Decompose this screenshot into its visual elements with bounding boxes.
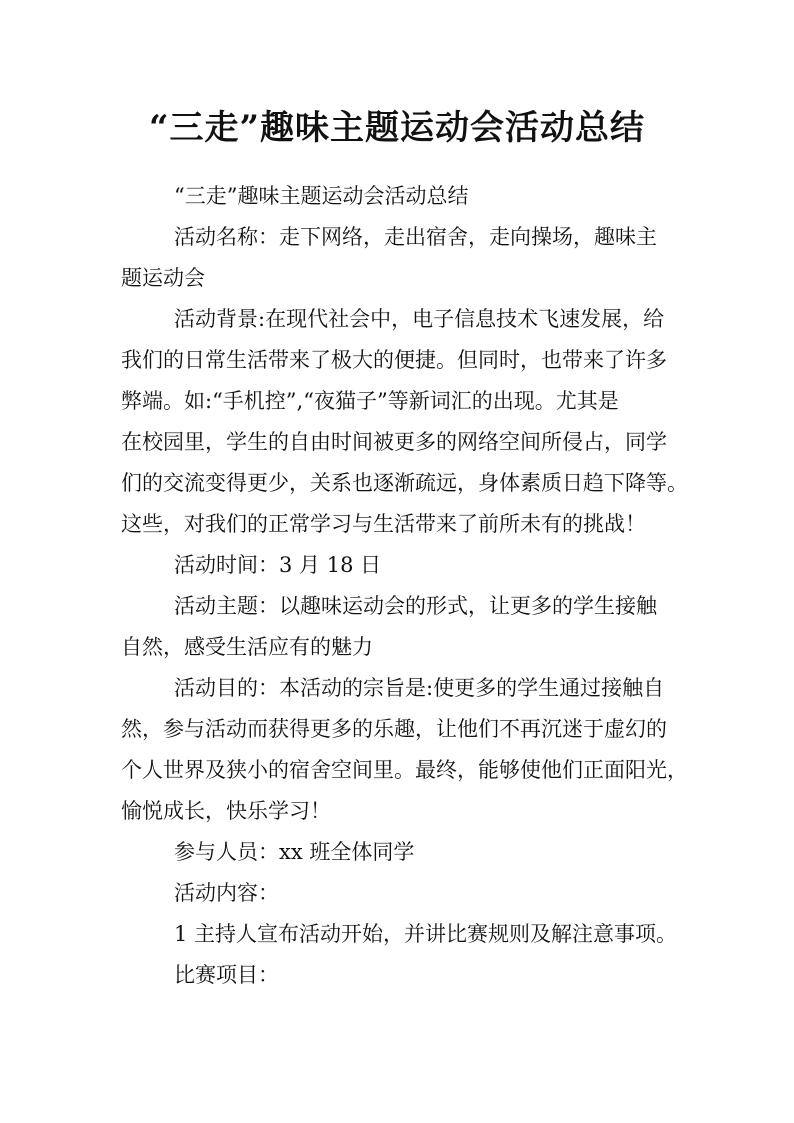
paragraph-activity-time — [121, 545, 701, 586]
text-line: 活动背景:在现代社会中，电子信息技术飞速发展，给 — [174, 307, 665, 331]
text-line: 在校园里，学生的自由时间被更多的网络空间所侵占，同学 — [121, 430, 667, 454]
text-line: 1 主持人宣布活动开始，并讲比赛规则及解注意事项。 — [174, 922, 678, 946]
document-title: “三走”趣味主题运动会活动总结 — [148, 108, 646, 148]
text-line: 然，参与活动而获得更多的乐趣，让他们不再沉迷于虚幻的 — [121, 717, 667, 741]
paragraph-activity-content — [121, 873, 701, 914]
text-line: 这些，对我们的正常学习与生活带来了前所未有的挑战！ — [121, 512, 646, 536]
paragraph-activity-background — [121, 299, 701, 545]
text-line: 题运动会 — [121, 266, 205, 290]
paragraph-activity-name — [121, 217, 701, 299]
text-line: 自然，感受生活应有的魅力 — [121, 635, 373, 659]
text-line: 愉悦成长，快乐学习！ — [121, 799, 331, 823]
text-line: “三走”趣味主题运动会活动总结 — [174, 184, 469, 208]
paragraph-step-1 — [121, 914, 701, 955]
text-line: 弊端。如:“手机控”,“夜猫子”等新词汇的出现。尤其是 — [121, 389, 619, 413]
paragraph-participants — [121, 832, 701, 873]
text-line: 们的交流变得更少，关系也逐渐疏远，身体素质日趋下降等。 — [121, 471, 688, 495]
text-line: 个人世界及狭小的宿舍空间里。最终，能够使他们正面阳光， — [121, 758, 688, 782]
paragraph-subtitle — [121, 176, 701, 217]
document-body — [121, 176, 701, 996]
paragraph-competition-items — [121, 955, 701, 996]
text-line: 活动时间：3 月 18 日 — [174, 553, 382, 577]
text-line: 活动内容： — [174, 881, 279, 905]
text-line: 活动名称：走下网络，走出宿舍，走向操场，趣味主 — [174, 225, 657, 249]
paragraph-activity-theme — [121, 586, 701, 668]
text-line: 参与人员：xx 班全体同学 — [174, 840, 415, 864]
text-line: 比赛项目： — [174, 963, 279, 987]
text-line: 活动主题：以趣味运动会的形式，让更多的学生接触 — [174, 594, 657, 618]
paragraph-activity-purpose — [121, 668, 701, 832]
text-line: 活动目的：本活动的宗旨是:使更多的学生通过接触自 — [174, 676, 665, 700]
text-line: 我们的日常生活带来了极大的便捷。但同时，也带来了许多 — [121, 348, 667, 372]
